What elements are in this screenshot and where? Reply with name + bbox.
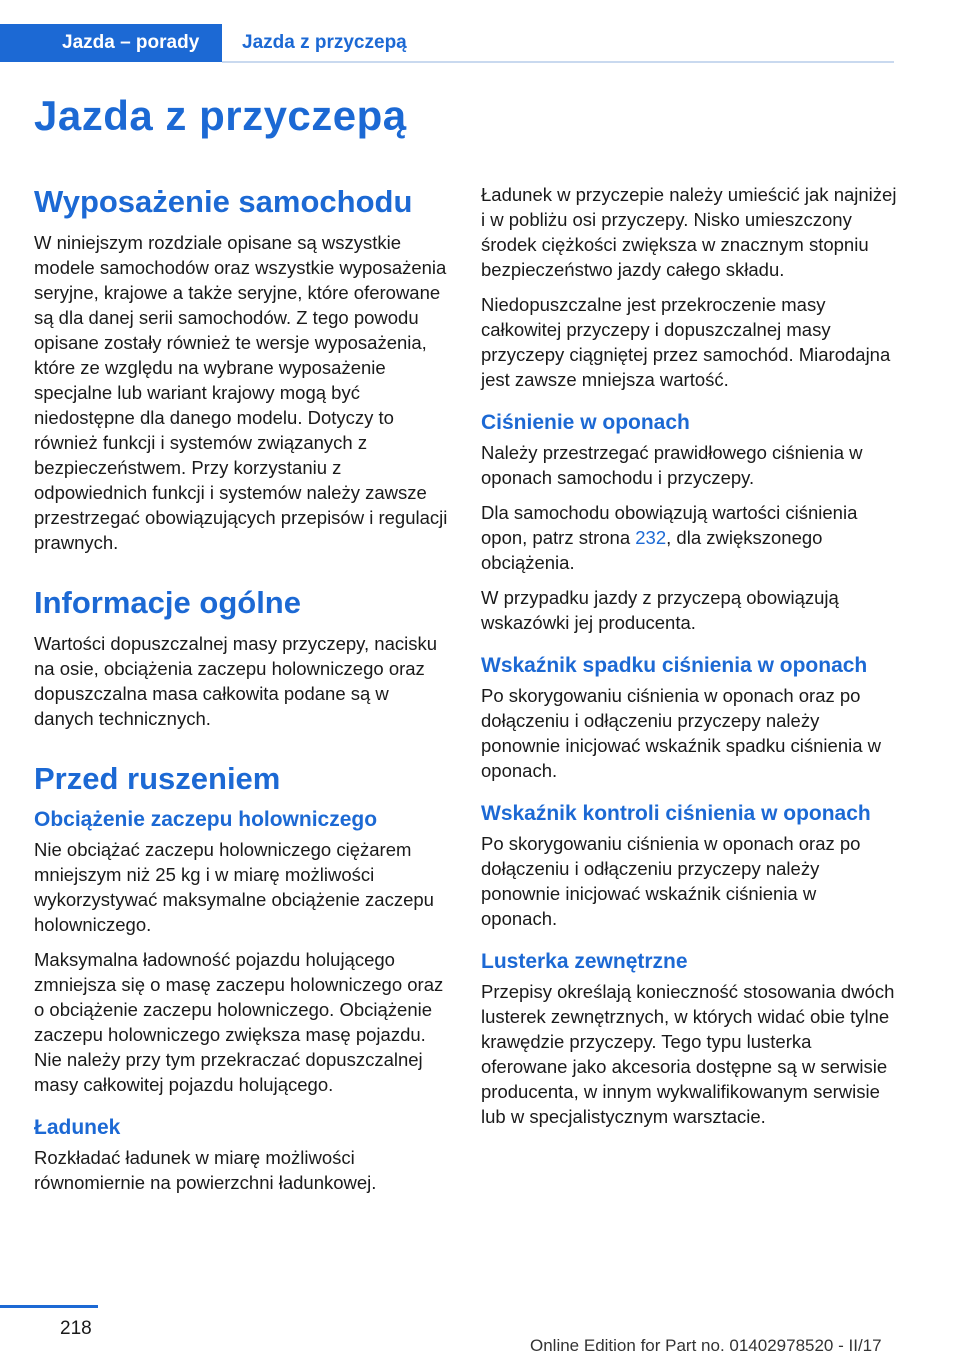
paragraph-kontrola: Po skorygowaniu ciśnienia w oponach oraz po dołączeniu i odłączeniu przyczepy należy ponownie inicjować wskaźnik ciśnienia w oponach. — [481, 833, 861, 929]
header-divider — [222, 61, 894, 63]
subheading-spadek: Wskaźnik spadku ciśnienia w oponach — [481, 654, 868, 677]
page-link-232[interactable]: 232 — [635, 527, 667, 548]
subheading-cisnienie: Ciśnienie w oponach — [481, 411, 690, 434]
left-column — [34, 182, 450, 1205]
subheading-obciazenie: Obciążenie zaczepu holowniczego — [34, 808, 378, 831]
paragraph-masa: Niedopuszczalne jest przekroczenie masy całkowitej przyczepy i dopuszczalnej masy przyczepy ciągniętej przez samochód. Miarodajna jest zawsze mniejsza wartość. — [481, 294, 891, 390]
paragraph-lusterka: Przepisy określają konieczność stosowania dwóch lusterek zewnętrznych, w których widać obie tylne krawędzie przyczepy. Tego typu lusterka oferowane jako akcesoria dostępne są w serwisie producenta, w innym wykwalifikowanym serwisie lub w specjalistycznym warsztacie. — [481, 981, 895, 1127]
cisnienie-text-before: Dla samochodu obowiązują wartości ciśnienia opon, patrz strona — [481, 502, 858, 548]
paragraph-ladunek-przyczepa: Ładunek w przyczepie należy umieścić jak najniżej i w pobliżu osi przyczepy. Nisko umieszczony środek ciężkości zwiększa w znacznym stopniu bezpieczeństwo jazdy całego składu. — [481, 184, 897, 280]
heading-wyposazenie: Wyposażenie samochodu — [34, 184, 413, 219]
subheading-ladunek: Ładunek — [34, 1116, 121, 1139]
paragraph-obciazenie-1: Nie obciążać zaczepu holowniczego ciężarem mniejszym niż 25 kg i w miarę możliwości wykorzystywać maksymalne obciążenie zaczepu holowniczego. — [34, 839, 434, 935]
paragraph-ladunek: Rozkładać ładunek w miarę możliwości równomiernie na powierzchni ładunkowej. — [34, 1147, 377, 1193]
paragraph-wyposazenie: W niniejszym rozdziale opisane są wszystkie modele samochodów oraz wszystkie wyposażenia seryjne, krajowe a także seryjne, które oferowane są dla danej serii samochodów. Z tego powodu opisane zostały również te wersje wyposażenia, które ze względu na wybrane wyposażenie specjalne lub wariant krajowy mogą być niedostępne dla danego modelu. Dotyczy to również funkcji i systemów związanych z bezpieczeństwem. Przy korzystaniu z odpowiednich funkcji i systemów należy zawsze przestrzegać obowiązujących przepisów i regulacji prawnych. — [34, 232, 448, 553]
cisnienie-text-after: , dla zwiększonego obciążenia. — [481, 527, 823, 573]
heading-informacje: Informacje ogólne — [34, 585, 301, 620]
heading-przed-ruszeniem: Przed ruszeniem — [34, 761, 281, 796]
paragraph-obciazenie-2: Maksymalna ładowność pojazdu holującego zmniejsza się o masę zaczepu holowniczego oraz o obciążenie zaczepu holowniczego. Obciążenie zaczepu holowniczego zwiększa masę pojazdu. Nie należy przy tym przekraczać dopuszczalnej masy całkowitej pojazdu holującego. — [34, 949, 444, 1095]
paragraph-cisnienie-3: W przypadku jazdy z przyczepą obowiązują wskazówki jej producenta. — [481, 587, 839, 633]
page-title: Jazda z przyczepą — [34, 92, 407, 139]
header-section-tab: Jazda z przyczepą — [242, 32, 407, 53]
paragraph-informacje: Wartości dopuszczalnej masy przyczepy, nacisku na osie, obciążenia zaczepu holowniczego oraz dopuszczalna masa całkowita podane są w danych technicznych. — [34, 633, 438, 729]
subheading-kontrola: Wskaźnik kontroli ciśnienia w oponach — [481, 802, 871, 825]
paragraph-spadek: Po skorygowaniu ciśnienia w oponach oraz po dołączeniu i odłączeniu przyczepy należy ponownie inicjować wskaźnik spadku ciśnienia w oponach. — [481, 685, 882, 781]
footer-accent-line — [0, 1305, 98, 1308]
right-column — [481, 182, 897, 1139]
page-number: 218 — [60, 1318, 92, 1339]
header-chapter-tab: Jazda – porady — [0, 24, 222, 62]
subheading-lusterka: Lusterka zewnętrzne — [481, 950, 688, 973]
edition-note: Online Edition for Part no. 01402978520 - II/17 — [530, 1336, 882, 1355]
paragraph-cisnienie-1: Należy przestrzegać prawidłowego ciśnienia w oponach samochodu i przyczepy. — [481, 442, 863, 488]
paragraph-cisnienie-2 — [481, 500, 897, 575]
